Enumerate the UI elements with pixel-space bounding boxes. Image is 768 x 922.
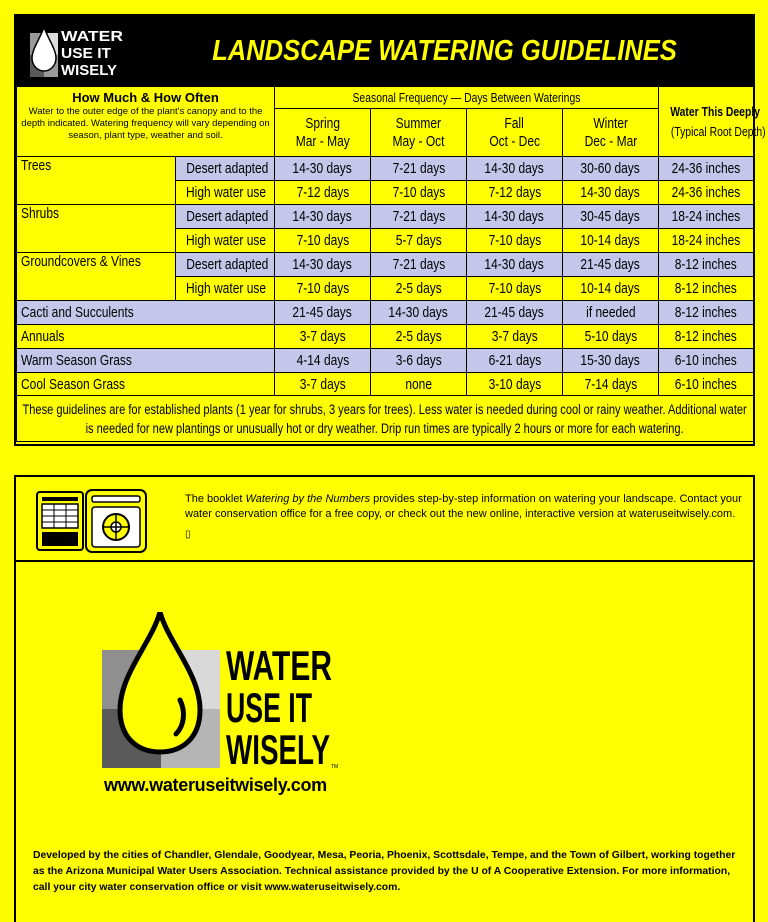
category-groundcovers: Groundcovers & Vines bbox=[17, 253, 176, 301]
table-row: Annuals 3-7 days 2-5 days 3-7 days 5-10 days 8-12 inches bbox=[17, 325, 754, 349]
season-winter: Winter Dec - Mar bbox=[563, 109, 659, 157]
category-warm-grass: Warm Season Grass bbox=[17, 349, 275, 373]
table-row: Cacti and Succulents 21-45 days 14-30 days 21-45 days if needed 8-12 inches bbox=[17, 301, 754, 325]
table-row: Groundcovers & Vines Desert adapted 14-30 days 7-21 days 14-30 days 21-45 days 8-12 inches bbox=[17, 253, 754, 277]
season-fall: Fall Oct - Dec bbox=[467, 109, 563, 157]
how-much-title: How Much & How Often bbox=[72, 90, 219, 105]
water-deeply-header bbox=[659, 87, 766, 157]
logo-line2: USE IT bbox=[61, 45, 111, 62]
logo-trademark: TM bbox=[331, 764, 339, 770]
website-link[interactable]: www.wateruseitwisely.com bbox=[104, 775, 327, 795]
footer-credits: Developed by the cities of Chandler, Glendale, Goodyear, Mesa, Peoria, Phoenix, Scottsdale, Tempe, and the Town of Gilbert, working together as the Arizona Municipal Water Users Association. Technical assistance provided by the U of A Cooperative Extension. For more information, call your city water conservation office or visit www.wateruseitwisely.com. bbox=[33, 850, 736, 893]
guidelines-note: These guidelines are for established plants (1 year for shrubs, 3 years for trees). Less water is needed during cool or rainy weather. Additional water is needed for new plantings or unusually hot or dry weather. Drip run times are typically 2 hours or more for each watering. bbox=[17, 396, 754, 442]
watering-guidelines-card bbox=[14, 14, 766, 446]
irrigation-controller-icon bbox=[36, 489, 148, 555]
table-row: Cool Season Grass 3-7 days none 3-10 days 7-14 days 6-10 inches bbox=[17, 373, 754, 396]
logo-line1: WATER bbox=[61, 28, 124, 45]
logo-large-line3: WISELY bbox=[226, 726, 330, 772]
logo-large-line2: USE IT bbox=[226, 684, 313, 731]
how-much-description: Water to the outer edge of the plant's canopy and to the depth indicated. Watering frequency will vary depending on season, plant type, weather and soil. bbox=[21, 106, 270, 141]
category-trees: Trees bbox=[17, 157, 176, 205]
deep-subtitle: (Typical Root Depth) bbox=[670, 123, 766, 139]
category-cool-grass: Cool Season Grass bbox=[17, 373, 275, 396]
page-title: LANDSCAPE WATERING GUIDELINES bbox=[212, 34, 677, 67]
table-row: Shrubs Desert adapted 14-30 days 7-21 days 14-30 days 30-45 days 18-24 inches bbox=[17, 205, 754, 229]
booklet-section bbox=[16, 477, 753, 562]
season-summer: Summer May - Oct bbox=[371, 109, 467, 157]
booklet-text: The booklet Watering by the Numbers provides step-by-step information on watering your landscape. Contact your water conservation office for a free copy, or check out the new online, interactive version at wateruseitwisely.com. bbox=[185, 493, 742, 520]
title-banner bbox=[16, 16, 753, 86]
category-annuals: Annuals bbox=[17, 325, 275, 349]
deep-title: Water This Deeply bbox=[670, 103, 760, 119]
table-row: Trees Desert adapted 14-30 days 7-21 days 14-30 days 30-60 days 24-36 inches bbox=[17, 157, 754, 181]
water-use-it-wisely-large-logo bbox=[102, 612, 342, 772]
placeholder-glyph: ▯ bbox=[185, 529, 191, 540]
info-card bbox=[14, 475, 755, 922]
season-spring: Spring Mar - May bbox=[275, 109, 371, 157]
category-cacti: Cacti and Succulents bbox=[17, 301, 275, 325]
how-much-header bbox=[17, 87, 275, 157]
category-shrubs: Shrubs bbox=[17, 205, 176, 253]
table-row: Warm Season Grass 4-14 days 3-6 days 6-21 days 15-30 days 6-10 inches bbox=[17, 349, 754, 373]
table-row: High water use 7-10 days 5-7 days 7-10 days 10-14 days 18-24 inches bbox=[17, 229, 754, 253]
water-use-it-wisely-logo bbox=[30, 25, 126, 77]
table-row: High water use 7-10 days 2-5 days 7-10 days 10-14 days 8-12 inches bbox=[17, 277, 754, 301]
booklet-title: Watering by the Numbers bbox=[245, 493, 371, 505]
logo-line3: WISELY bbox=[61, 62, 117, 77]
seasonal-frequency-header: Seasonal Frequency — Days Between Waterings bbox=[275, 87, 659, 109]
table-row: High water use 7-12 days 7-10 days 7-12 days 14-30 days 24-36 inches bbox=[17, 181, 754, 205]
logo-large-line1: WATER bbox=[226, 642, 332, 689]
watering-table bbox=[16, 86, 766, 442]
